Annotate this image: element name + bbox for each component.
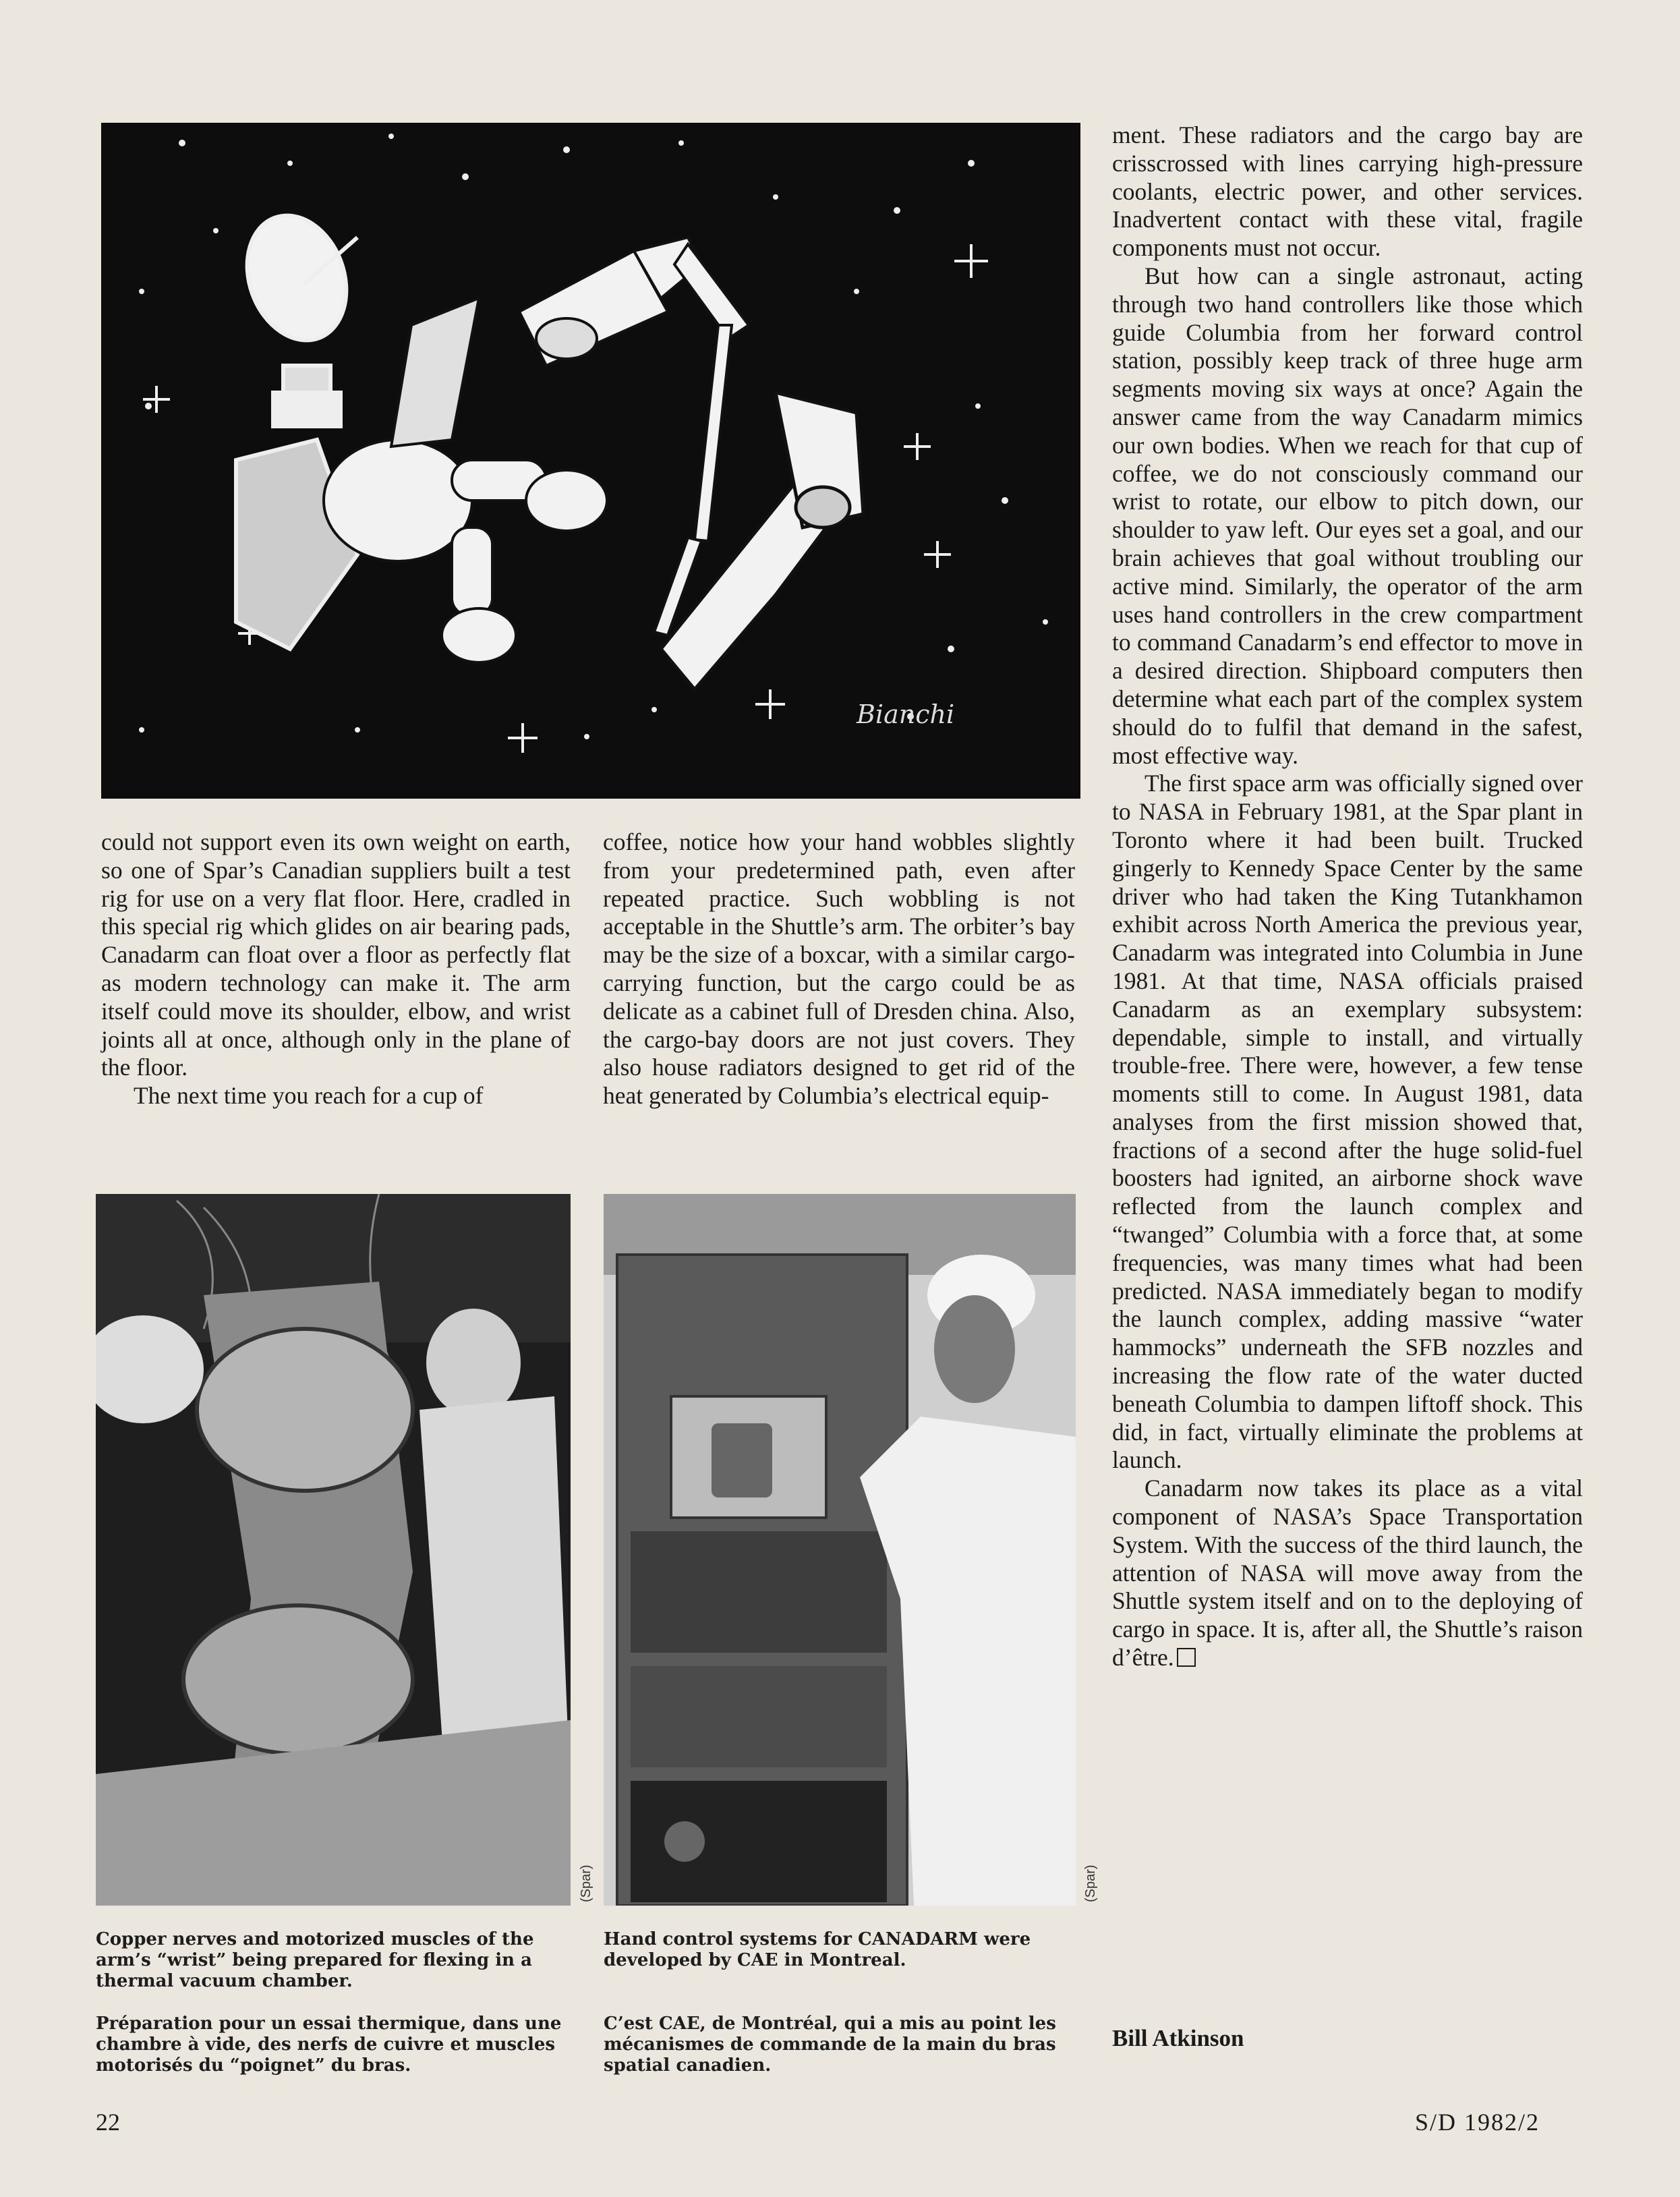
issue-label: S/D 1982/2 xyxy=(1415,2109,1540,2136)
article-column-2 xyxy=(603,828,1075,1110)
photo-hand-controller xyxy=(604,1194,1076,1906)
end-mark-icon xyxy=(1177,1648,1196,1667)
paragraph: coffee, notice how your hand wobbles slightly from your predetermined path, even after repeated practice. Such wobbling is not acceptable in the Shuttle’s arm. The orbiter’s bay may be the size of a boxcar, with a similar cargo-carrying function, but the cargo could be as delicate as a cabinet full of Dresden china. Also, the cargo-bay doors are not just covers. They also house radiators designed to get rid of the heat generated by Columbia’s electrical equip- xyxy=(603,828,1075,1110)
author-byline: Bill Atkinson xyxy=(1112,2025,1244,2051)
paragraph: The next time you reach for a cup of xyxy=(134,1082,484,1110)
paragraph: could not support even its own weight on earth, so one of Spar’s Canadian suppliers built a test rig for use on a very flat floor. Here, cradled in this special rig which glides on air bearing pads, Canadarm can float over a floor as perfectly flat as modern technology can make it. The arm itself could move its shoulder, elbow, and wrist joints all at once, although only in the plane of the floor. xyxy=(101,828,571,1081)
photo-credit: (Spar) xyxy=(579,1864,593,1902)
caption-french: Préparation pour un essai thermique, dans une chambre à vide, des nerfs de cuivre et muscles motorisés du “poignet” du bras. xyxy=(96,2014,562,2076)
photo-credit: (Spar) xyxy=(1083,1864,1098,1902)
artist-signature: Bianchi xyxy=(857,700,955,729)
article-column-3 xyxy=(1112,121,1583,1672)
article-column-1 xyxy=(101,828,571,1110)
paragraph-text: Canadarm now takes its place as a vital component of NASA’s Space Transportation System. With the success of the third launch, the attention of NASA will move away from the Shuttle system itself and on to the deploying of cargo in space. It is, after all, the Shuttle’s raison d’être. xyxy=(1112,1475,1583,1672)
paragraph-final xyxy=(1112,1475,1583,1672)
caption-french: C’est CAE, de Montréal, qui a mis au point les mécanismes de commande de la main du bras spatial canadien. xyxy=(604,2014,1056,2076)
page-number: 22 xyxy=(96,2109,120,2136)
photo-wrist-vacuum-chamber xyxy=(96,1194,571,1906)
paragraph: ment. These radiators and the cargo bay are crisscrossed with lines carrying high-pressure coolants, electric power, and other services. Inadvertent contact with these vital, fragile components must not occur. xyxy=(1112,121,1583,262)
cartoon-illustration xyxy=(101,123,1080,799)
paragraph: The first space arm was officially signed over to NASA in February 1981, at the Spar plant in Toronto where it had been built. Trucked gingerly to Kennedy Space Center by the same driver who had taken the King Tutankhamon exhibit across North America the previous year, Canadarm was integrated into Columbia in June 1981. At that time, NASA officials praised Canadarm as an exemplary subsystem: dependable, simple to install, and virtually trouble-free. There were, however, a few tense moments still to come. In August 1981, data analyses from the first mission showed that, fractions of a second after the huge solid-fuel boosters had ignited, an airborne shock wave reflected from the launch complex and “twanged” Columbia with a force that, at some frequencies, was many times what had been predicted. NASA immediately began to modify the launch complex, adding massive “water hammocks” underneath the SFB nozzles and increasing the flow rate of the water ducted beneath Columbia to dampen liftoff shock. This did, in fact, virtually eliminate the problems at launch. xyxy=(1112,770,1583,1474)
paragraph: But how can a single astronaut, acting through two hand controllers like those which guide Columbia from her forward control station, possibly keep track of three huge arm segments moving six ways at once? Again the answer came from the way Canadarm mimics our own bodies. When we reach for that cup of coffee, we do not consciously command our wrist to rotate, our elbow to pitch down, our shoulder to yaw left. Our eyes set a goal, and our brain achieves that goal without troubling our active mind. Similarly, the operator of the arm uses hand controllers in the crew compartment to command Canadarm’s end effector to move in a desired direction. Shipboard computers then determine what each part of the complex system should do to fulfil that demand in the safest, most effective way. xyxy=(1112,262,1583,769)
caption-english: Hand control systems for CANADARM were developed by CAE in Montreal. xyxy=(604,1929,1031,1970)
caption-english: Copper nerves and motorized muscles of the arm’s “wrist” being prepared for flexing in a thermal vacuum chamber. xyxy=(96,1929,534,1991)
